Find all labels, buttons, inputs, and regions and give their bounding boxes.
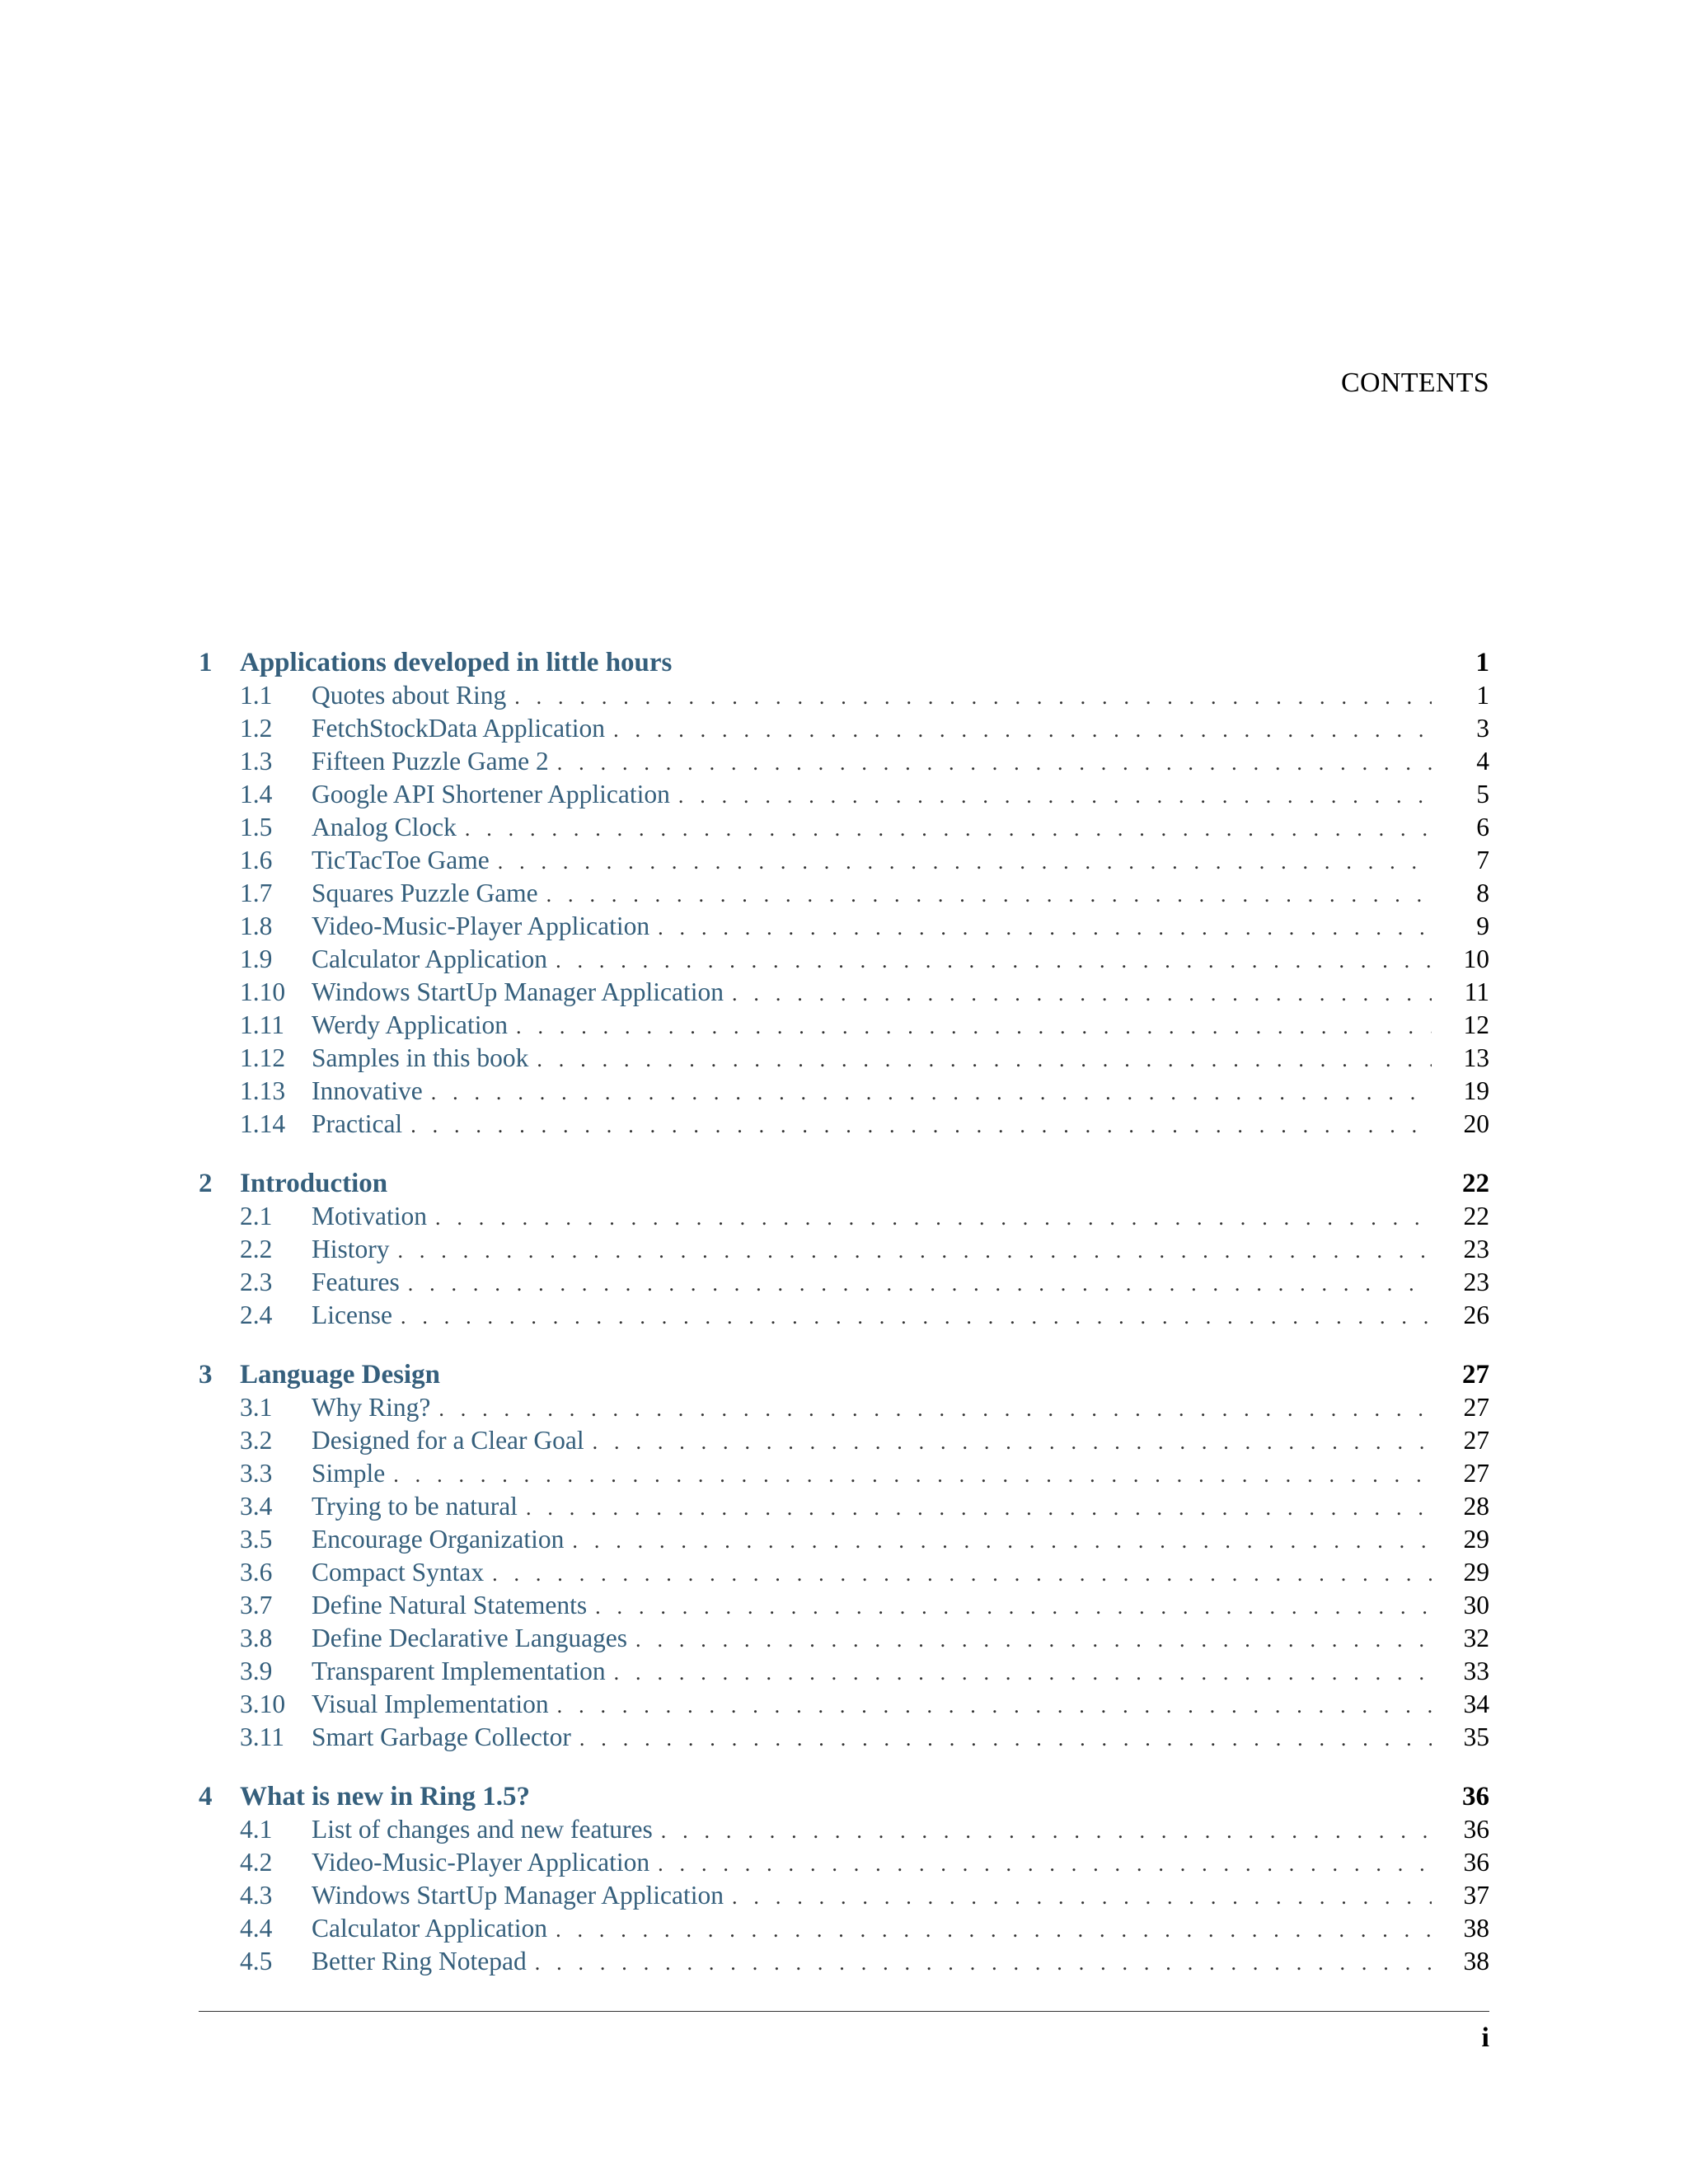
dot-leader [546,883,1432,907]
section-page-number: 10 [1463,944,1489,973]
section-page-number: 22 [1463,1202,1489,1230]
chapter-page-number: 36 [1462,1782,1489,1811]
dot-leader [438,1397,1432,1422]
section-number-link[interactable]: 3.11 [240,1722,284,1751]
dot-leader [595,1595,1432,1619]
section-page-number: 26 [1463,1301,1489,1329]
section-page-number: 36 [1463,1848,1489,1877]
dot-leader [732,982,1432,1006]
section-number-link[interactable]: 1.8 [240,912,273,940]
section-title-link[interactable]: Video-Music-Player Application [312,1848,650,1877]
section-title-link[interactable]: Why Ring? [312,1393,431,1422]
chapter-number-link[interactable]: 4 [199,1782,213,1811]
toc-section-entry[interactable] [199,780,1489,813]
section-title-link[interactable]: Motivation [312,1202,427,1230]
section-number-link[interactable]: 1.1 [240,681,273,710]
section-title-link[interactable]: Calculator Application [312,944,548,973]
dot-leader [658,916,1432,940]
page-heading: CONTENTS [1341,368,1489,398]
toc-section-entry[interactable] [199,813,1489,846]
toc-section-entry[interactable] [199,1947,1489,1980]
section-number-link[interactable]: 1.13 [240,1076,286,1105]
section-page-number: 8 [1476,879,1489,907]
section-title-link[interactable]: FetchStockData Application [312,714,606,743]
page-number: i [1481,2022,1489,2053]
section-title-link[interactable]: Google API Shortener Application [312,780,670,808]
section-number-link[interactable]: 1.4 [240,780,273,808]
dot-leader [516,1015,1432,1039]
toc-section-entry[interactable] [199,912,1489,944]
section-title-link[interactable]: List of changes and new features [312,1815,653,1844]
section-title-link[interactable]: Video-Music-Player Application [312,912,650,940]
toc-section-entry[interactable] [199,1914,1489,1947]
toc-chapter [199,1169,1489,1333]
toc-section-entry[interactable] [199,1815,1489,1848]
section-page-number: 23 [1463,1235,1489,1263]
section-number-link[interactable]: 3.2 [240,1426,273,1455]
toc-section-entry[interactable] [199,1492,1489,1525]
dot-leader [678,784,1432,808]
section-number-link[interactable]: 1.6 [240,846,273,874]
toc-section-entry[interactable] [199,1624,1489,1657]
section-number-link[interactable]: 1.14 [240,1109,286,1138]
section-number-link[interactable]: 4.4 [240,1914,273,1943]
section-page-number: 23 [1463,1268,1489,1296]
section-page-number: 1 [1476,681,1489,710]
dot-leader [613,718,1432,743]
dot-leader [635,1628,1432,1652]
toc-section-entry[interactable] [199,1722,1489,1755]
dot-leader [614,1661,1432,1685]
section-page-number: 4 [1476,747,1489,776]
section-page-number: 12 [1463,1010,1489,1039]
toc-section-entry[interactable] [199,1235,1489,1268]
dot-leader [557,751,1432,776]
toc-chapter-entry[interactable] [199,648,1489,681]
section-number-link[interactable]: 1.2 [240,714,273,743]
section-title-link[interactable]: Windows StartUp Manager Application [312,1881,724,1910]
section-page-number: 20 [1463,1109,1489,1138]
section-page-number: 11 [1464,977,1489,1006]
section-page-number: 27 [1463,1426,1489,1455]
section-number-link[interactable]: 1.11 [240,1010,284,1039]
section-number-link[interactable]: 3.6 [240,1558,273,1586]
toc-section-entry[interactable] [199,944,1489,977]
section-title-link[interactable]: Define Natural Statements [312,1591,588,1619]
table-of-contents [199,648,1489,2006]
section-number-link[interactable]: 3.4 [240,1492,273,1521]
toc-section-entry[interactable] [199,1848,1489,1881]
chapter-title-link[interactable]: Language Design [240,1360,440,1390]
section-title-link[interactable]: Features [312,1268,400,1296]
section-title-link[interactable]: Fifteen Puzzle Game 2 [312,747,549,776]
section-number-link[interactable]: 3.9 [240,1657,273,1685]
toc-section-entry[interactable] [199,1010,1489,1043]
section-number-link[interactable]: 1.7 [240,879,273,907]
dot-leader [393,1463,1432,1488]
toc-section-entry[interactable] [199,681,1489,714]
section-number-link[interactable]: 4.5 [240,1947,273,1975]
section-title-link[interactable]: Smart Garbage Collector [312,1722,571,1751]
dot-leader [593,1430,1432,1455]
section-number-link[interactable]: 3.10 [240,1690,286,1718]
section-page-number: 35 [1463,1722,1489,1751]
section-title-link[interactable]: License [312,1301,392,1329]
section-page-number: 7 [1476,846,1489,874]
section-number-link[interactable]: 2.4 [240,1301,273,1329]
toc-chapter [199,1360,1489,1755]
section-page-number: 27 [1463,1459,1489,1488]
chapter-title-link[interactable]: Applications developed in little hours [240,648,673,677]
toc-section-entry[interactable] [199,1657,1489,1690]
section-page-number: 33 [1463,1657,1489,1685]
section-number-link[interactable]: 1.12 [240,1043,286,1072]
section-title-link[interactable]: Samples in this book [312,1043,529,1072]
toc-chapter-entry[interactable] [199,1782,1489,1815]
dot-leader [435,1206,1432,1230]
chapter-page-number: 27 [1462,1360,1489,1390]
section-page-number: 36 [1463,1815,1489,1844]
dot-leader [556,1918,1432,1943]
dot-leader [514,685,1432,710]
chapter-page-number: 1 [1475,648,1489,677]
section-title-link[interactable]: Calculator Application [312,1914,548,1943]
section-title-link[interactable]: Werdy Application [312,1010,509,1039]
section-title-link[interactable]: Windows StartUp Manager Application [312,977,724,1006]
section-page-number: 37 [1463,1881,1489,1910]
chapter-page-number: 22 [1462,1169,1489,1198]
toc-section-entry[interactable] [199,1426,1489,1459]
section-number-link[interactable]: 2.1 [240,1202,273,1230]
toc-section-entry[interactable] [199,1076,1489,1109]
section-page-number: 13 [1463,1043,1489,1072]
section-number-link[interactable]: 3.3 [240,1459,273,1488]
toc-section-entry[interactable] [199,1690,1489,1722]
section-page-number: 5 [1476,780,1489,808]
dot-leader [410,1113,1432,1138]
footer-divider [199,2011,1489,2012]
chapter-number-link[interactable]: 2 [199,1169,213,1198]
toc-section-entry[interactable] [199,879,1489,912]
dot-leader [465,817,1432,841]
dot-leader [535,1951,1432,1975]
toc-section-entry[interactable] [199,1459,1489,1492]
dot-leader [661,1819,1432,1844]
dot-leader [526,1496,1432,1521]
dot-leader [572,1529,1432,1554]
section-number-link[interactable]: 1.5 [240,813,273,841]
section-page-number: 38 [1463,1914,1489,1943]
section-title-link[interactable]: Quotes about Ring [312,681,507,710]
section-number-link[interactable]: 3.8 [240,1624,273,1652]
dot-leader [579,1727,1432,1751]
section-page-number: 3 [1476,714,1489,743]
section-title-link[interactable]: Transparent Implementation [312,1657,606,1685]
dot-leader [658,1852,1432,1877]
section-number-link[interactable]: 3.7 [240,1591,273,1619]
toc-chapter [199,1782,1489,1980]
section-number-link[interactable]: 1.9 [240,944,273,973]
section-title-link[interactable]: Squares Puzzle Game [312,879,538,907]
section-page-number: 29 [1463,1558,1489,1586]
dot-leader [556,949,1432,973]
dot-leader [431,1080,1432,1105]
section-page-number: 30 [1463,1591,1489,1619]
toc-section-entry[interactable] [199,1109,1489,1142]
section-number-link[interactable]: 1.10 [240,977,286,1006]
toc-section-entry[interactable] [199,1268,1489,1301]
section-number-link[interactable]: 3.5 [240,1525,273,1554]
toc-section-entry[interactable] [199,1202,1489,1235]
toc-section-entry[interactable] [199,977,1489,1010]
section-page-number: 27 [1463,1393,1489,1422]
section-title-link[interactable]: History [312,1235,390,1263]
section-page-number: 9 [1476,912,1489,940]
dot-leader [498,850,1432,874]
dot-leader [732,1885,1432,1910]
section-title-link[interactable]: Define Declarative Languages [312,1624,628,1652]
dot-leader [557,1694,1432,1718]
section-title-link[interactable]: Practical [312,1109,403,1138]
section-page-number: 32 [1463,1624,1489,1652]
section-title-link[interactable]: Designed for a Clear Goal [312,1426,584,1455]
section-title-link[interactable]: Trying to be natural [312,1492,518,1521]
section-number-link[interactable]: 2.3 [240,1268,273,1296]
toc-section-entry[interactable] [199,1525,1489,1558]
toc-chapter [199,648,1489,1142]
toc-section-entry[interactable] [199,1591,1489,1624]
section-title-link[interactable]: Encourage Organization [312,1525,565,1554]
chapter-number-link[interactable]: 3 [199,1360,213,1390]
section-number-link[interactable]: 4.2 [240,1848,273,1877]
toc-section-entry[interactable] [199,1881,1489,1914]
section-number-link[interactable]: 3.1 [240,1393,273,1422]
section-number-link[interactable]: 2.2 [240,1235,273,1263]
section-title-link[interactable]: Simple [312,1459,386,1488]
section-number-link[interactable]: 1.3 [240,747,273,776]
dot-leader [401,1305,1432,1329]
toc-chapter-entry[interactable] [199,1360,1489,1393]
toc-section-entry[interactable] [199,747,1489,780]
section-title-link[interactable]: Innovative [312,1076,423,1105]
dot-leader [408,1272,1432,1296]
dot-leader [492,1562,1432,1586]
section-page-number: 6 [1476,813,1489,841]
toc-section-entry[interactable] [199,1043,1489,1076]
section-number-link[interactable]: 4.3 [240,1881,273,1910]
section-page-number: 34 [1463,1690,1489,1718]
section-title-link[interactable]: Analog Clock [312,813,457,841]
section-title-link[interactable]: Compact Syntax [312,1558,485,1586]
dot-leader [398,1239,1432,1263]
toc-section-entry[interactable] [199,1558,1489,1591]
chapter-title-link[interactable]: What is new in Ring 1.5? [240,1782,531,1811]
toc-chapter-entry[interactable] [199,1169,1489,1202]
section-page-number: 19 [1463,1076,1489,1105]
section-number-link[interactable]: 4.1 [240,1815,273,1844]
section-title-link[interactable]: TicTacToe Game [312,846,490,874]
chapter-title-link[interactable]: Introduction [240,1169,388,1198]
toc-section-entry[interactable] [199,1393,1489,1426]
section-page-number: 38 [1463,1947,1489,1975]
toc-section-entry[interactable] [199,846,1489,879]
section-page-number: 28 [1463,1492,1489,1521]
toc-section-entry[interactable] [199,1301,1489,1333]
toc-section-entry[interactable] [199,714,1489,747]
section-page-number: 29 [1463,1525,1489,1554]
section-title-link[interactable]: Better Ring Notepad [312,1947,527,1975]
section-title-link[interactable]: Visual Implementation [312,1690,549,1718]
chapter-number-link[interactable]: 1 [199,648,213,677]
dot-leader [537,1047,1432,1072]
